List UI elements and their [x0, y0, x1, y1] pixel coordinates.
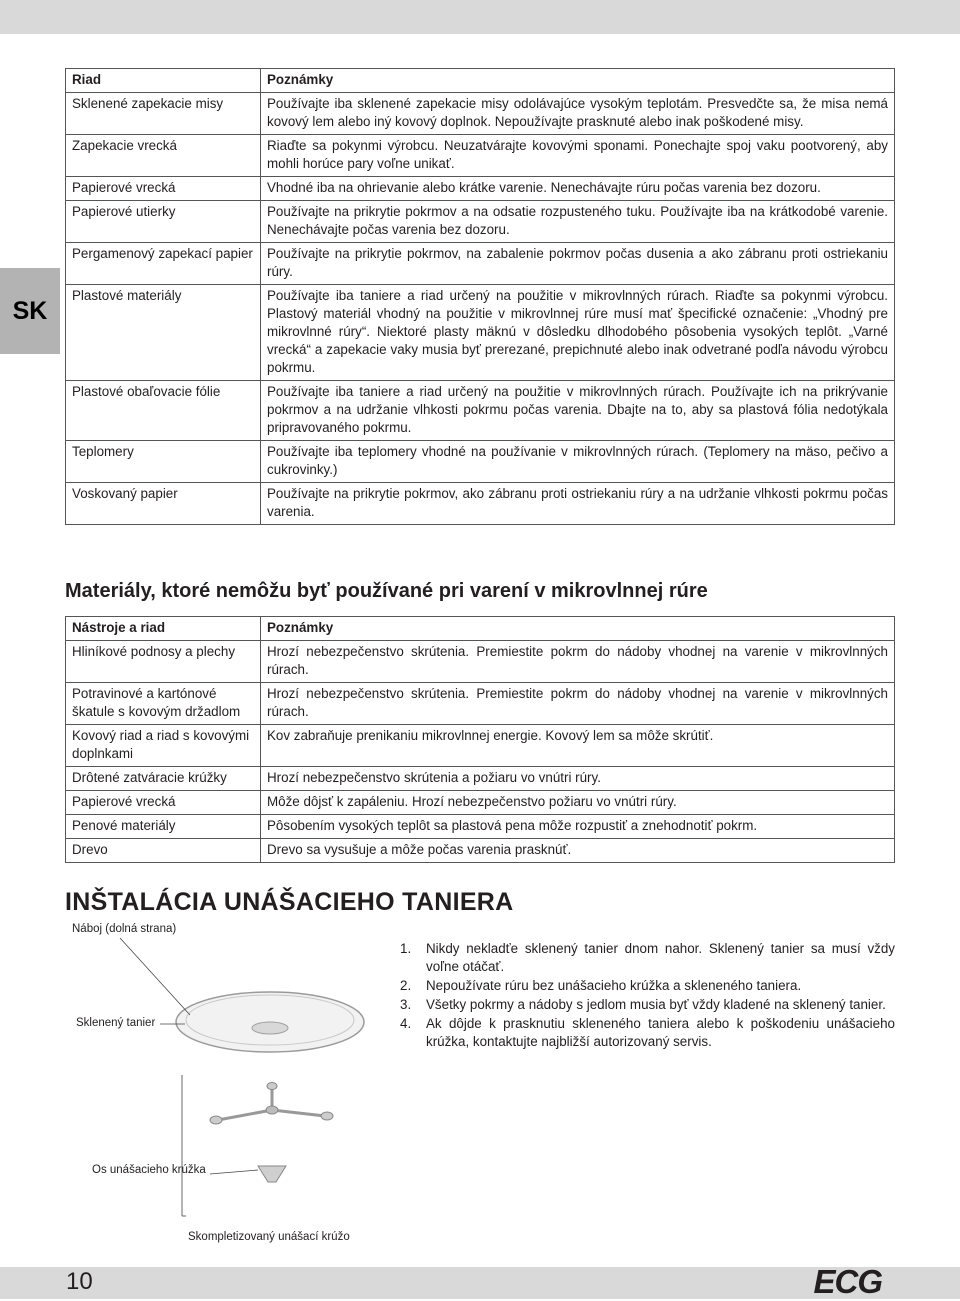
unsuitable-materials-table [65, 616, 895, 863]
unsuitable-materials-heading: Materiály, ktoré nemôžu byť používané pri varení v mikrovlnnej rúre [65, 580, 708, 602]
brand-logo: ECG [813, 1263, 882, 1300]
table-header-row [66, 617, 895, 641]
note-cell: Hrozí nebezpečenstvo skrútenia a požiaru vo vnútri rúry. [261, 767, 895, 791]
table-row [66, 285, 895, 381]
language-tab: SK [0, 268, 60, 354]
step-number: 1. [400, 941, 412, 956]
turntable-diagram [60, 920, 380, 1240]
header-bar [0, 0, 960, 34]
item-name-cell: Potravinové a kartónové škatule s kovovým držadlom [66, 683, 261, 725]
step-number: 4. [400, 1016, 412, 1031]
turntable-installation-heading: INŠTALÁCIA UNÁŠACIEHO TANIERA [65, 888, 514, 916]
step-text: Nepoužívate rúru bez unášacieho krúžka a skleneného taniera. [426, 978, 802, 993]
table-row [66, 243, 895, 285]
step-number: 3. [400, 997, 412, 1012]
table-row [66, 483, 895, 525]
suitable-materials-table [65, 68, 895, 525]
column-header: Poznámky [261, 617, 895, 641]
note-cell: Kov zabraňuje prenikaniu mikrovlnnej energie. Kovový lem sa môže skrútiť. [261, 725, 895, 767]
glass-tray-label: Sklenený tanier [76, 1017, 156, 1029]
note-cell: Používajte iba taniere a riad určený na použitie v mikrovlnných rúrach. Používajte ich na prikrývanie pokrmov a na udržanie vlhkosti pokrmu počas varenia. Dbajte na to, aby sa plastová fólia nedotýkala pripravovaného pokrmu. [261, 381, 895, 441]
item-name-cell: Pergamenový zapekací papier [66, 243, 261, 285]
table-row [66, 683, 895, 725]
note-cell: Používajte iba sklenené zapekacie misy odolávajúce vysokým teplotám. Presvedčte sa, že misa nemá kovový lem alebo iný kovový doplnok. Nepoužívajte prasknuté alebo inak poškodené misy. [261, 93, 895, 135]
note-cell: Pôsobením vysokých teplôt sa plastová pena môže rozpustiť a znehodnotiť pokrm. [261, 815, 895, 839]
note-cell: Používajte na prikrytie pokrmov, na zabalenie pokrmov počas dusenia a ako zábranu proti ostriekaniu rúry. [261, 243, 895, 285]
item-name-cell: Penové materiály [66, 815, 261, 839]
note-cell: Drevo sa vysušuje a môže počas varenia prasknúť. [261, 839, 895, 863]
item-name-cell: Papierové utierky [66, 201, 261, 243]
note-cell: Môže dôjsť k zapáleniu. Hrozí nebezpečenstvo požiaru vo vnútri rúry. [261, 791, 895, 815]
table-row [66, 93, 895, 135]
step-item [400, 977, 895, 995]
item-name-cell: Plastové obaľovacie fólie [66, 381, 261, 441]
table-header-row [66, 69, 895, 93]
table-row [66, 201, 895, 243]
page-number: 10 [66, 1268, 93, 1295]
column-header: Nástroje a riad [66, 617, 261, 641]
table-row [66, 441, 895, 483]
step-item [400, 996, 895, 1014]
table-row [66, 815, 895, 839]
step-text: Všetky pokrmy a nádoby s jedlom musia byť vždy kladené na sklenený tanier. [426, 997, 886, 1012]
table-row [66, 791, 895, 815]
item-name-cell: Kovový riad a riad s kovovými doplnkami [66, 725, 261, 767]
roller-ring-label: Skompletizovaný unášací krúžo [188, 1231, 350, 1243]
table-row [66, 177, 895, 201]
item-name-cell: Sklenené zapekacie misy [66, 93, 261, 135]
table-row [66, 641, 895, 683]
item-name-cell: Papierové vrecká [66, 791, 261, 815]
step-text: Ak dôjde k prasknutiu skleneného taniera alebo k poškodeniu unášacieho krúžka, kontaktujte najbližší autorizovaný servis. [426, 1016, 895, 1049]
column-header: Riad [66, 69, 261, 93]
item-name-cell: Teplomery [66, 441, 261, 483]
item-name-cell: Hliníkové podnosy a plechy [66, 641, 261, 683]
item-name-cell: Drôtené zatváracie krúžky [66, 767, 261, 791]
table-row [66, 135, 895, 177]
note-cell: Používajte na prikrytie pokrmov a na odsatie rozpusteného tuku. Používajte iba na krátkodobé varenie. Nenechávajte počas varenia bez dozoru. [261, 201, 895, 243]
note-cell: Používajte na prikrytie pokrmov, ako zábranu proti ostriekaniu rúry a na udržanie vlhkosti pokrmu počas varenia. [261, 483, 895, 525]
table-row [66, 839, 895, 863]
table-row [66, 381, 895, 441]
table-row [66, 767, 895, 791]
item-name-cell: Zapekacie vrecká [66, 135, 261, 177]
note-cell: Hrozí nebezpečenstvo skrútenia. Premiestite pokrm do nádoby vhodnej na varenie v mikrovlnných rúrach. [261, 641, 895, 683]
item-name-cell: Voskovaný papier [66, 483, 261, 525]
note-cell: Riaďte sa pokynmi výrobcu. Neuzatvárajte kovovými sponami. Ponechajte spoj vaku pootvorený, aby mohli horúce pary voľne unikať. [261, 135, 895, 177]
step-text: Nikdy nekladťe sklenený tanier dnom nahor. Sklenený tanier sa musí vždy voľne otáčať. [426, 941, 895, 974]
note-cell: Hrozí nebezpečenstvo skrútenia. Premiestite pokrm do nádoby vhodnej na varenie v mikrovlnných rúrach. [261, 683, 895, 725]
item-name-cell: Plastové materiály [66, 285, 261, 381]
table-row [66, 725, 895, 767]
axle-label: Os unášacieho krúžka [92, 1164, 206, 1176]
installation-steps [400, 940, 895, 1052]
note-cell: Používajte iba teplomery vhodné na používanie v mikrovlnných rúrach. (Teplomery na mäso, pečivo a cukrovinky.) [261, 441, 895, 483]
note-cell: Vhodné iba na ohrievanie alebo krátke varenie. Nenechávajte rúru počas varenia bez dozoru. [261, 177, 895, 201]
step-item [400, 940, 895, 976]
step-item [400, 1015, 895, 1051]
item-name-cell: Papierové vrecká [66, 177, 261, 201]
column-header: Poznámky [261, 69, 895, 93]
step-number: 2. [400, 978, 412, 993]
hub-label: Náboj (dolná strana) [72, 923, 177, 935]
item-name-cell: Drevo [66, 839, 261, 863]
note-cell: Používajte iba taniere a riad určený na použitie v mikrovlnných rúrach. Riaďte sa pokynmi výrobcu. Plastový materiál vhodný na použitie v mikrovlnnej rúre musí mať špecifické označenie: „Vhodný pre mikrovlnné rúry“. Niektoré plasty mäknú v dôsledku dlhodobého pôsobenia vysokých teplôt. „Varné vrecká“ a zapekacie vaky musia byť prerezané, prepichnuté alebo inak odvetrané podľa návodu výrobcu pokrmu. [261, 285, 895, 381]
